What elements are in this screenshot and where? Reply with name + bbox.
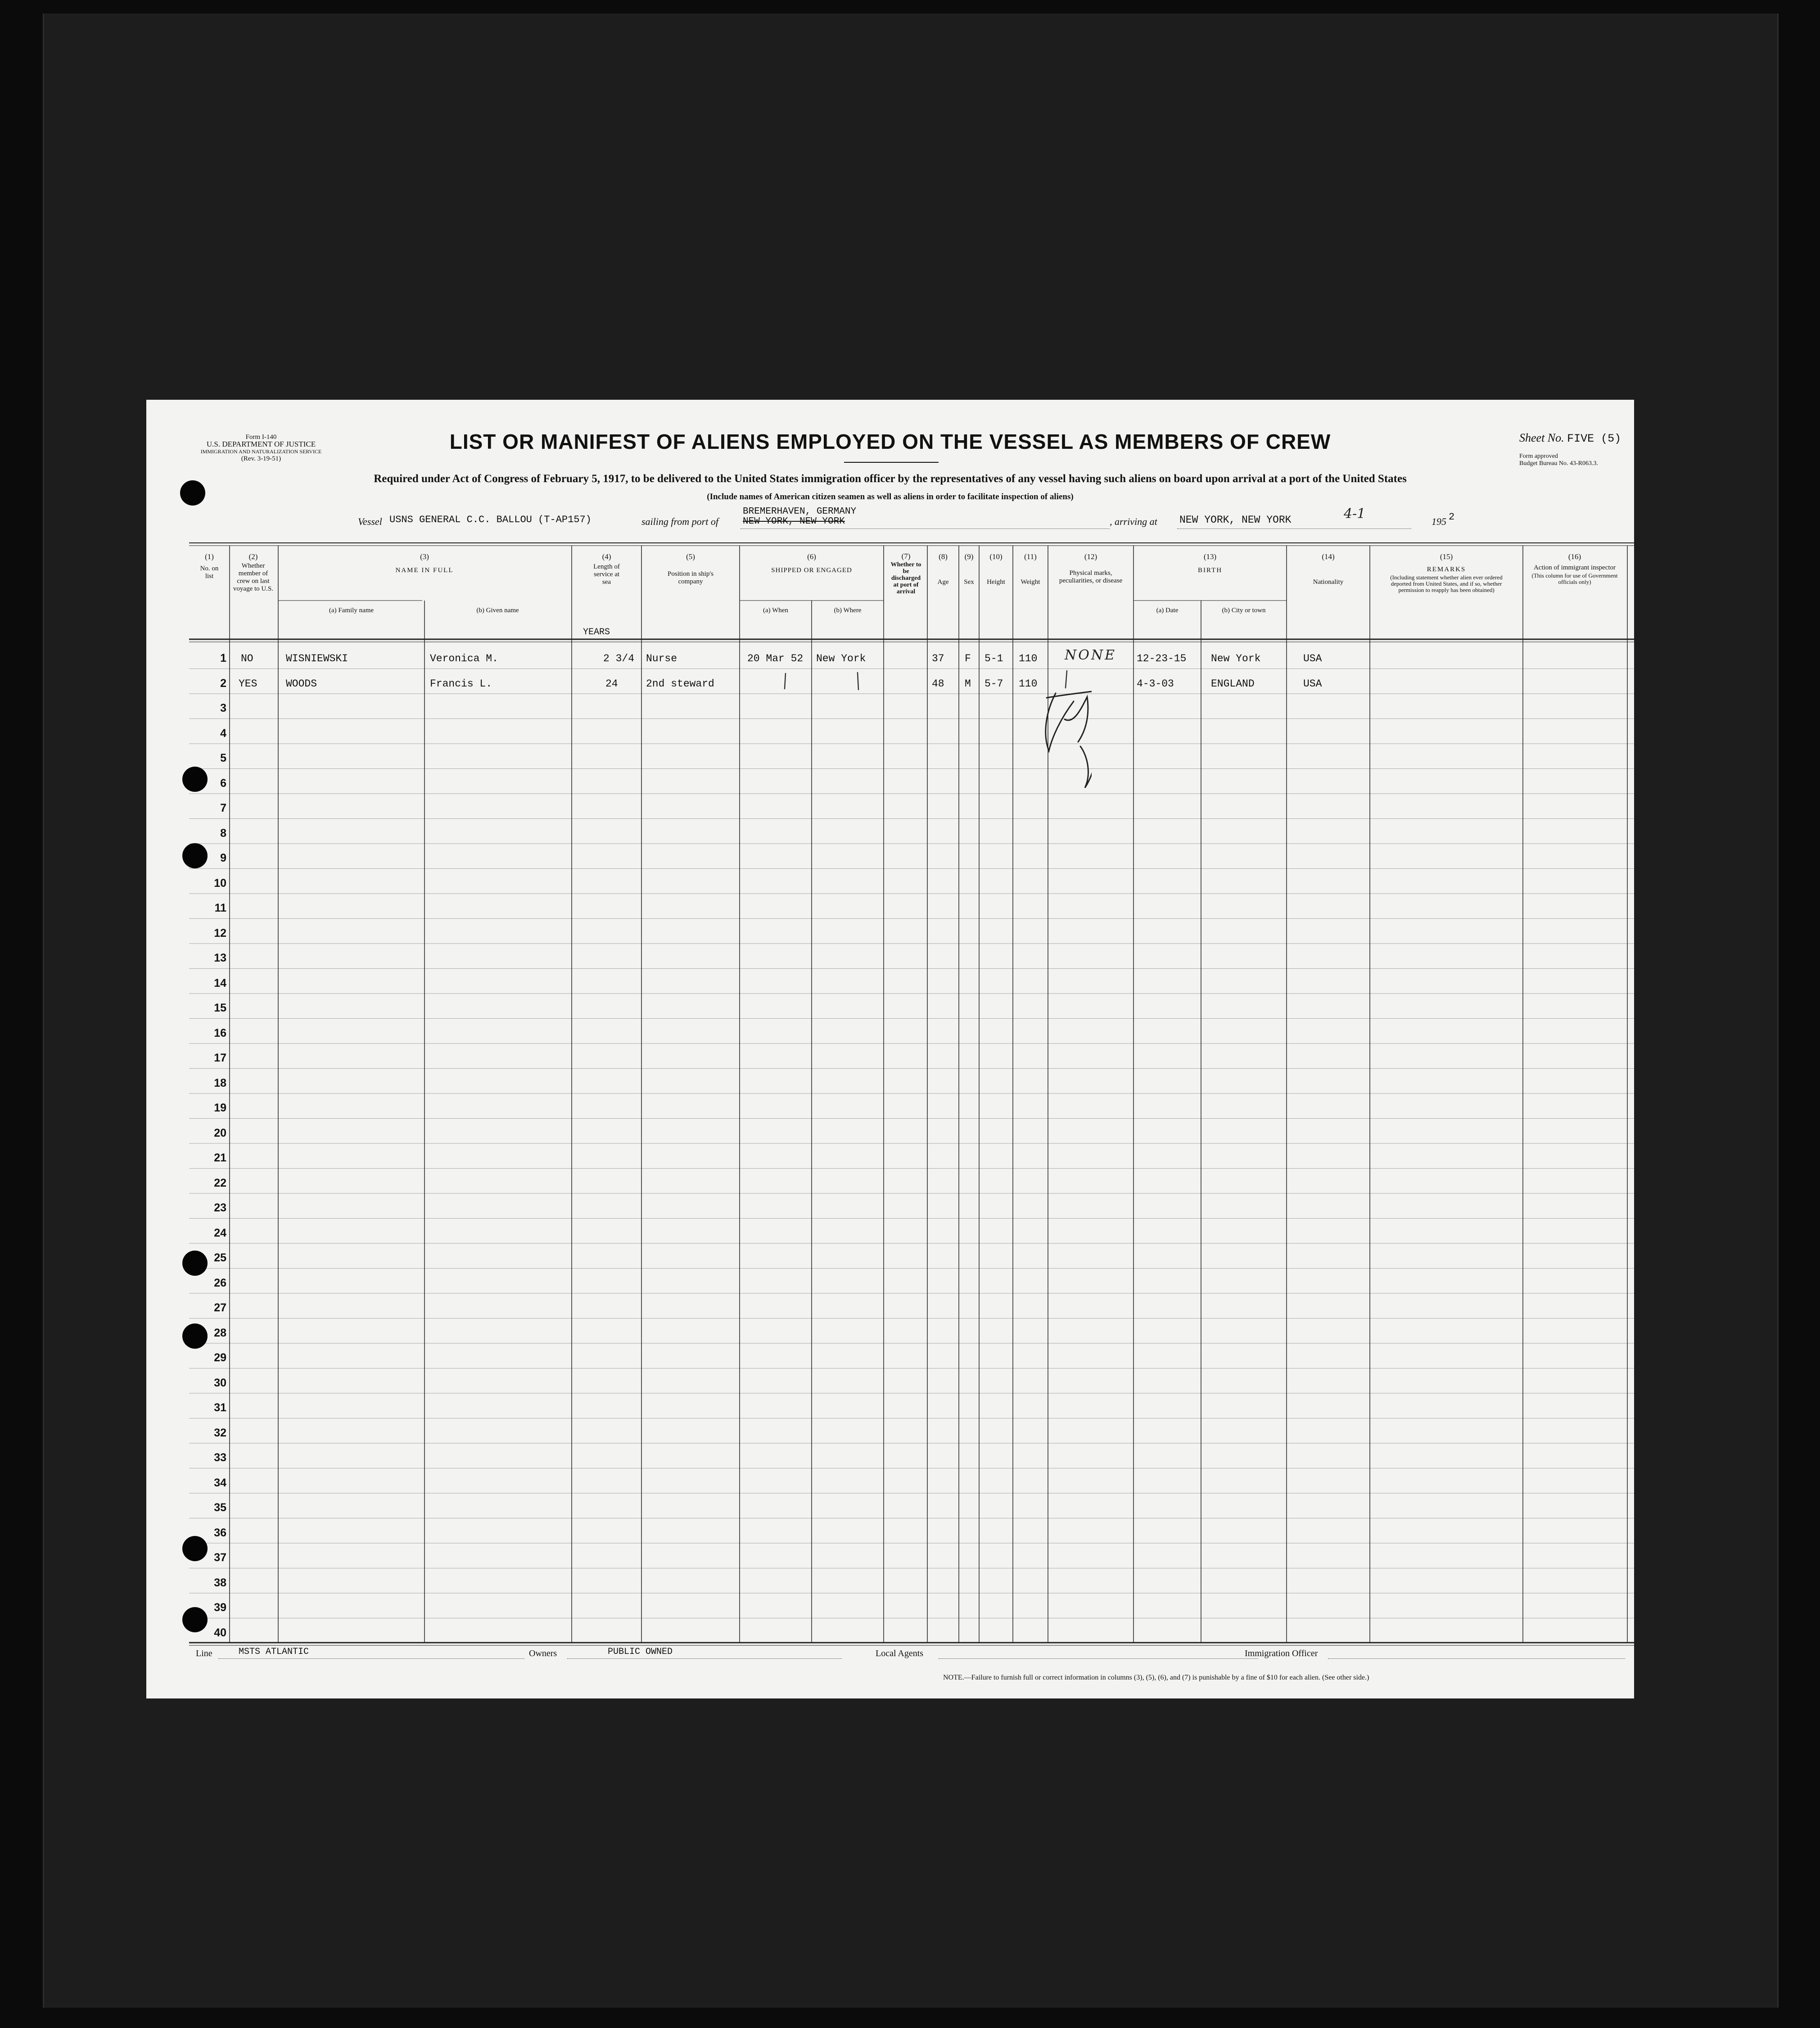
cell-age: 48 — [932, 678, 944, 690]
row-number: 17 — [214, 1052, 226, 1064]
cell-birth-city: New York — [1211, 653, 1261, 664]
header-col-4 — [572, 553, 641, 586]
row-number: 10 — [214, 876, 226, 890]
row-number: 3 — [220, 702, 226, 714]
row-number: 25 — [214, 1251, 226, 1264]
ditto-mark — [785, 673, 786, 689]
row-number: 11 — [214, 902, 226, 914]
row-number: 28 — [214, 1326, 226, 1339]
header-col-14 — [1287, 553, 1370, 586]
col-label: Length of service at sea — [593, 563, 620, 586]
row-number: 9 — [220, 852, 226, 864]
manifest-sheet — [146, 400, 1634, 1698]
row-number: 40 — [214, 1626, 226, 1639]
year-label: 195 — [1432, 516, 1446, 527]
col-number: (1) — [205, 552, 214, 561]
row-number: 32 — [214, 1426, 226, 1439]
header-col-8 — [927, 553, 959, 586]
cell-prev-voyage: YES — [239, 678, 257, 690]
cell-given-name: Francis L. — [430, 678, 492, 690]
row-number: 14 — [214, 976, 226, 989]
col-number: (15) — [1440, 552, 1453, 561]
binder-hole — [180, 480, 205, 506]
header-col-7 — [885, 553, 927, 595]
inspector-signature — [1046, 691, 1092, 788]
cell-marks: NONE — [1065, 647, 1116, 663]
row-number: 26 — [214, 1276, 226, 1289]
row-number: 29 — [214, 1351, 226, 1364]
row-number: 1 — [220, 652, 226, 664]
col-label: Weight — [1021, 578, 1040, 586]
sailing-label: sailing from port of — [641, 516, 718, 527]
header-col-9 — [959, 553, 979, 586]
vessel-label: Vessel — [358, 516, 382, 527]
subtitle-note: (Include names of American citizen seamen as well as aliens in order to facilitate inspection of aliens) — [707, 492, 1074, 501]
row-number: 16 — [214, 1026, 226, 1039]
col-number: (3) — [420, 552, 429, 561]
header-col-3a: (a) Family name — [329, 607, 374, 614]
col-number: (2) — [248, 552, 258, 561]
row-number: 34 — [214, 1476, 226, 1489]
year-value: 2 — [1449, 511, 1455, 523]
header-col-2 — [230, 553, 277, 593]
col-label: Action of immigrant inspector — [1533, 564, 1616, 571]
binder-hole — [182, 1607, 208, 1632]
arriving-label: , arriving at — [1110, 516, 1157, 527]
sheet-label: Sheet No. — [1519, 431, 1564, 444]
form-number: Form I-140 — [245, 434, 277, 441]
cell-service: 24 — [605, 678, 618, 690]
port-struck: NEW YORK, NEW YORK — [743, 516, 845, 527]
row-number: 39 — [214, 1601, 226, 1614]
header-col-16 — [1523, 553, 1626, 585]
col-label: Height — [987, 578, 1005, 586]
cell-family-name: WISNIEWSKI — [286, 653, 348, 664]
row-number: 12 — [214, 926, 226, 939]
col-label: No. on list — [200, 565, 219, 580]
cell-age: 37 — [932, 653, 944, 664]
row-number: 2 — [220, 677, 226, 690]
cell-birth-date: 4-3-03 — [1137, 678, 1174, 690]
cell-nationality: USA — [1303, 653, 1322, 664]
header-col-1 — [189, 553, 230, 580]
row-number: 24 — [214, 1226, 226, 1239]
col-label: BIRTH — [1197, 567, 1223, 574]
col-number: (5) — [686, 552, 695, 561]
col-label: SHIPPED OR ENGAGED — [771, 567, 852, 574]
binder-hole — [182, 1251, 208, 1276]
header-col-15 — [1370, 553, 1523, 593]
page-title: LIST OR MANIFEST OF ALIENS EMPLOYED ON THE VESSEL AS MEMBERS OF CREW — [449, 430, 1331, 453]
row-number: 8 — [220, 827, 226, 840]
header-col-6 — [740, 553, 884, 574]
subtitle: Required under Act of Congress of February 5, 1917, to be delivered to the United States immigration officer by the representatives of any vessel having such aliens on board upon arrival at a port of the United States — [374, 473, 1407, 485]
officer-label: Immigration Officer — [1245, 1649, 1318, 1658]
cell-weight: 110 — [1019, 653, 1038, 664]
col-number: (11) — [1024, 552, 1037, 561]
approval-line: Form approved — [1519, 453, 1558, 460]
revision: (Rev. 3-19-51) — [241, 455, 281, 462]
binder-hole — [182, 843, 208, 868]
service: IMMIGRATION AND NATURALIZATION SERVICE — [200, 448, 322, 455]
row-number: 7 — [220, 802, 226, 814]
officer-underline — [1328, 1658, 1625, 1659]
col-label: Whether to be discharged at port of arrival — [890, 561, 921, 595]
row-number: 18 — [214, 1076, 226, 1089]
header-col-3 — [278, 553, 571, 574]
header-col-12 — [1048, 553, 1134, 585]
cell-given-name: Veronica M. — [430, 653, 498, 664]
owners-underline — [567, 1658, 842, 1659]
years-note: YEARS — [583, 627, 610, 637]
col-label: Nationality — [1313, 578, 1344, 586]
cell-nationality: USA — [1303, 678, 1322, 690]
line-value: MSTS ATLANTIC — [239, 1647, 309, 1657]
col-number: (4) — [602, 552, 611, 561]
row-number: 21 — [214, 1152, 226, 1164]
cell-weight: 110 — [1019, 678, 1038, 690]
footnote: NOTE.—Failure to furnish full or correct information in columns (3), (5), (6), and (7) is punishable by a fine of $10 for each alien. (See other side.) — [943, 1674, 1369, 1681]
col-label: Physical marks, peculiarities, or disease — [1059, 569, 1123, 584]
line-underline — [218, 1658, 524, 1659]
owners-label: Owners — [529, 1649, 557, 1658]
header-col-3b: (b) Given name — [476, 607, 519, 614]
sheet-value: FIVE (5) — [1567, 432, 1621, 445]
col-label: Whether member of crew on last voyage to U.S. — [233, 562, 274, 592]
col-note: (Including statement whether alien ever ordered deported from United States, and if so, whether permission to reapply has been obtained) — [1390, 574, 1503, 593]
cell-position: 2nd steward — [646, 678, 714, 690]
col-label: NAME IN FULL — [395, 567, 454, 574]
vessel-value: USNS GENERAL C.C. BALLOU (T-AP157) — [389, 514, 592, 525]
row-number: 35 — [214, 1501, 226, 1514]
handwritten-marks — [732, 670, 1092, 814]
col-number: (12) — [1084, 552, 1097, 561]
header-col-10 — [979, 553, 1013, 586]
header-col-13a: (a) Date — [1156, 607, 1179, 614]
cell-birth-city: ENGLAND — [1211, 678, 1255, 690]
row-number: 23 — [214, 1201, 226, 1214]
cell-height: 5-7 — [985, 678, 1003, 690]
col-note: (This column for use of Government officials only) — [1531, 572, 1618, 585]
row-number: 4 — [220, 727, 226, 740]
cell-birth-date: 12-23-15 — [1137, 653, 1187, 664]
col-number: (13) — [1203, 552, 1217, 561]
header-col-13b: (b) City or town — [1222, 607, 1266, 614]
col-number: (9) — [964, 552, 974, 561]
row-number: 15 — [214, 1002, 226, 1014]
agents-label: Local Agents — [876, 1649, 924, 1658]
cell-family-name: WOODS — [286, 678, 317, 690]
agents-underline — [939, 1658, 1258, 1659]
row-number: 30 — [214, 1376, 226, 1389]
department: U.S. DEPARTMENT OF JUSTICE — [206, 440, 316, 448]
cell-prev-voyage: NO — [241, 653, 253, 664]
col-number: (6) — [807, 552, 816, 561]
binder-hole — [182, 1323, 208, 1349]
cell-where: New York — [816, 653, 866, 664]
date-handwritten: 4-1 — [1344, 506, 1366, 522]
col-number: (14) — [1322, 552, 1335, 561]
port-typed: BREMERHAVEN, GERMANY — [743, 506, 857, 517]
cell-when: 20 Mar 52 — [747, 653, 804, 664]
header-col-5 — [641, 553, 740, 586]
col-label: REMARKS — [1427, 566, 1466, 573]
row-number: 36 — [214, 1526, 226, 1539]
row-number: 33 — [214, 1451, 226, 1464]
ditto-mark — [1066, 671, 1067, 688]
cell-height: 5-1 — [985, 653, 1003, 664]
cell-position: Nurse — [646, 653, 677, 664]
col-number: (8) — [939, 552, 948, 561]
cell-sex: M — [965, 678, 971, 690]
row-number: 6 — [220, 777, 226, 790]
col-label: Position in ship's company — [668, 570, 714, 585]
line-label: Line — [196, 1649, 212, 1658]
row-number: 22 — [214, 1176, 226, 1189]
col-label: Sex — [964, 578, 974, 586]
arriving-value: NEW YORK, NEW YORK — [1179, 514, 1292, 526]
cell-sex: F — [965, 653, 971, 664]
row-number: 27 — [214, 1301, 226, 1314]
col-label: Age — [937, 578, 949, 586]
col-number: (10) — [989, 552, 1003, 561]
row-number: 5 — [220, 752, 226, 764]
header-col-11 — [1013, 553, 1048, 586]
row-number: 31 — [214, 1401, 226, 1414]
approval-line: Budget Bureau No. 43-R063.3. — [1519, 460, 1598, 467]
binder-hole — [182, 1536, 208, 1561]
col-number: (7) — [901, 552, 911, 560]
col-number: (16) — [1568, 552, 1581, 561]
owners-value: PUBLIC OWNED — [608, 1647, 673, 1657]
header-col-13 — [1134, 553, 1287, 574]
row-number: 38 — [214, 1576, 226, 1589]
cell-service: 2 3/4 — [603, 653, 635, 664]
header-col-6a: (a) When — [763, 607, 788, 614]
header-col-6b: (b) Where — [834, 607, 862, 614]
binder-hole — [182, 767, 208, 792]
row-number: 19 — [214, 1102, 226, 1114]
row-number: 13 — [214, 952, 226, 964]
row-number: 20 — [214, 1126, 226, 1139]
row-number: 37 — [214, 1551, 226, 1564]
